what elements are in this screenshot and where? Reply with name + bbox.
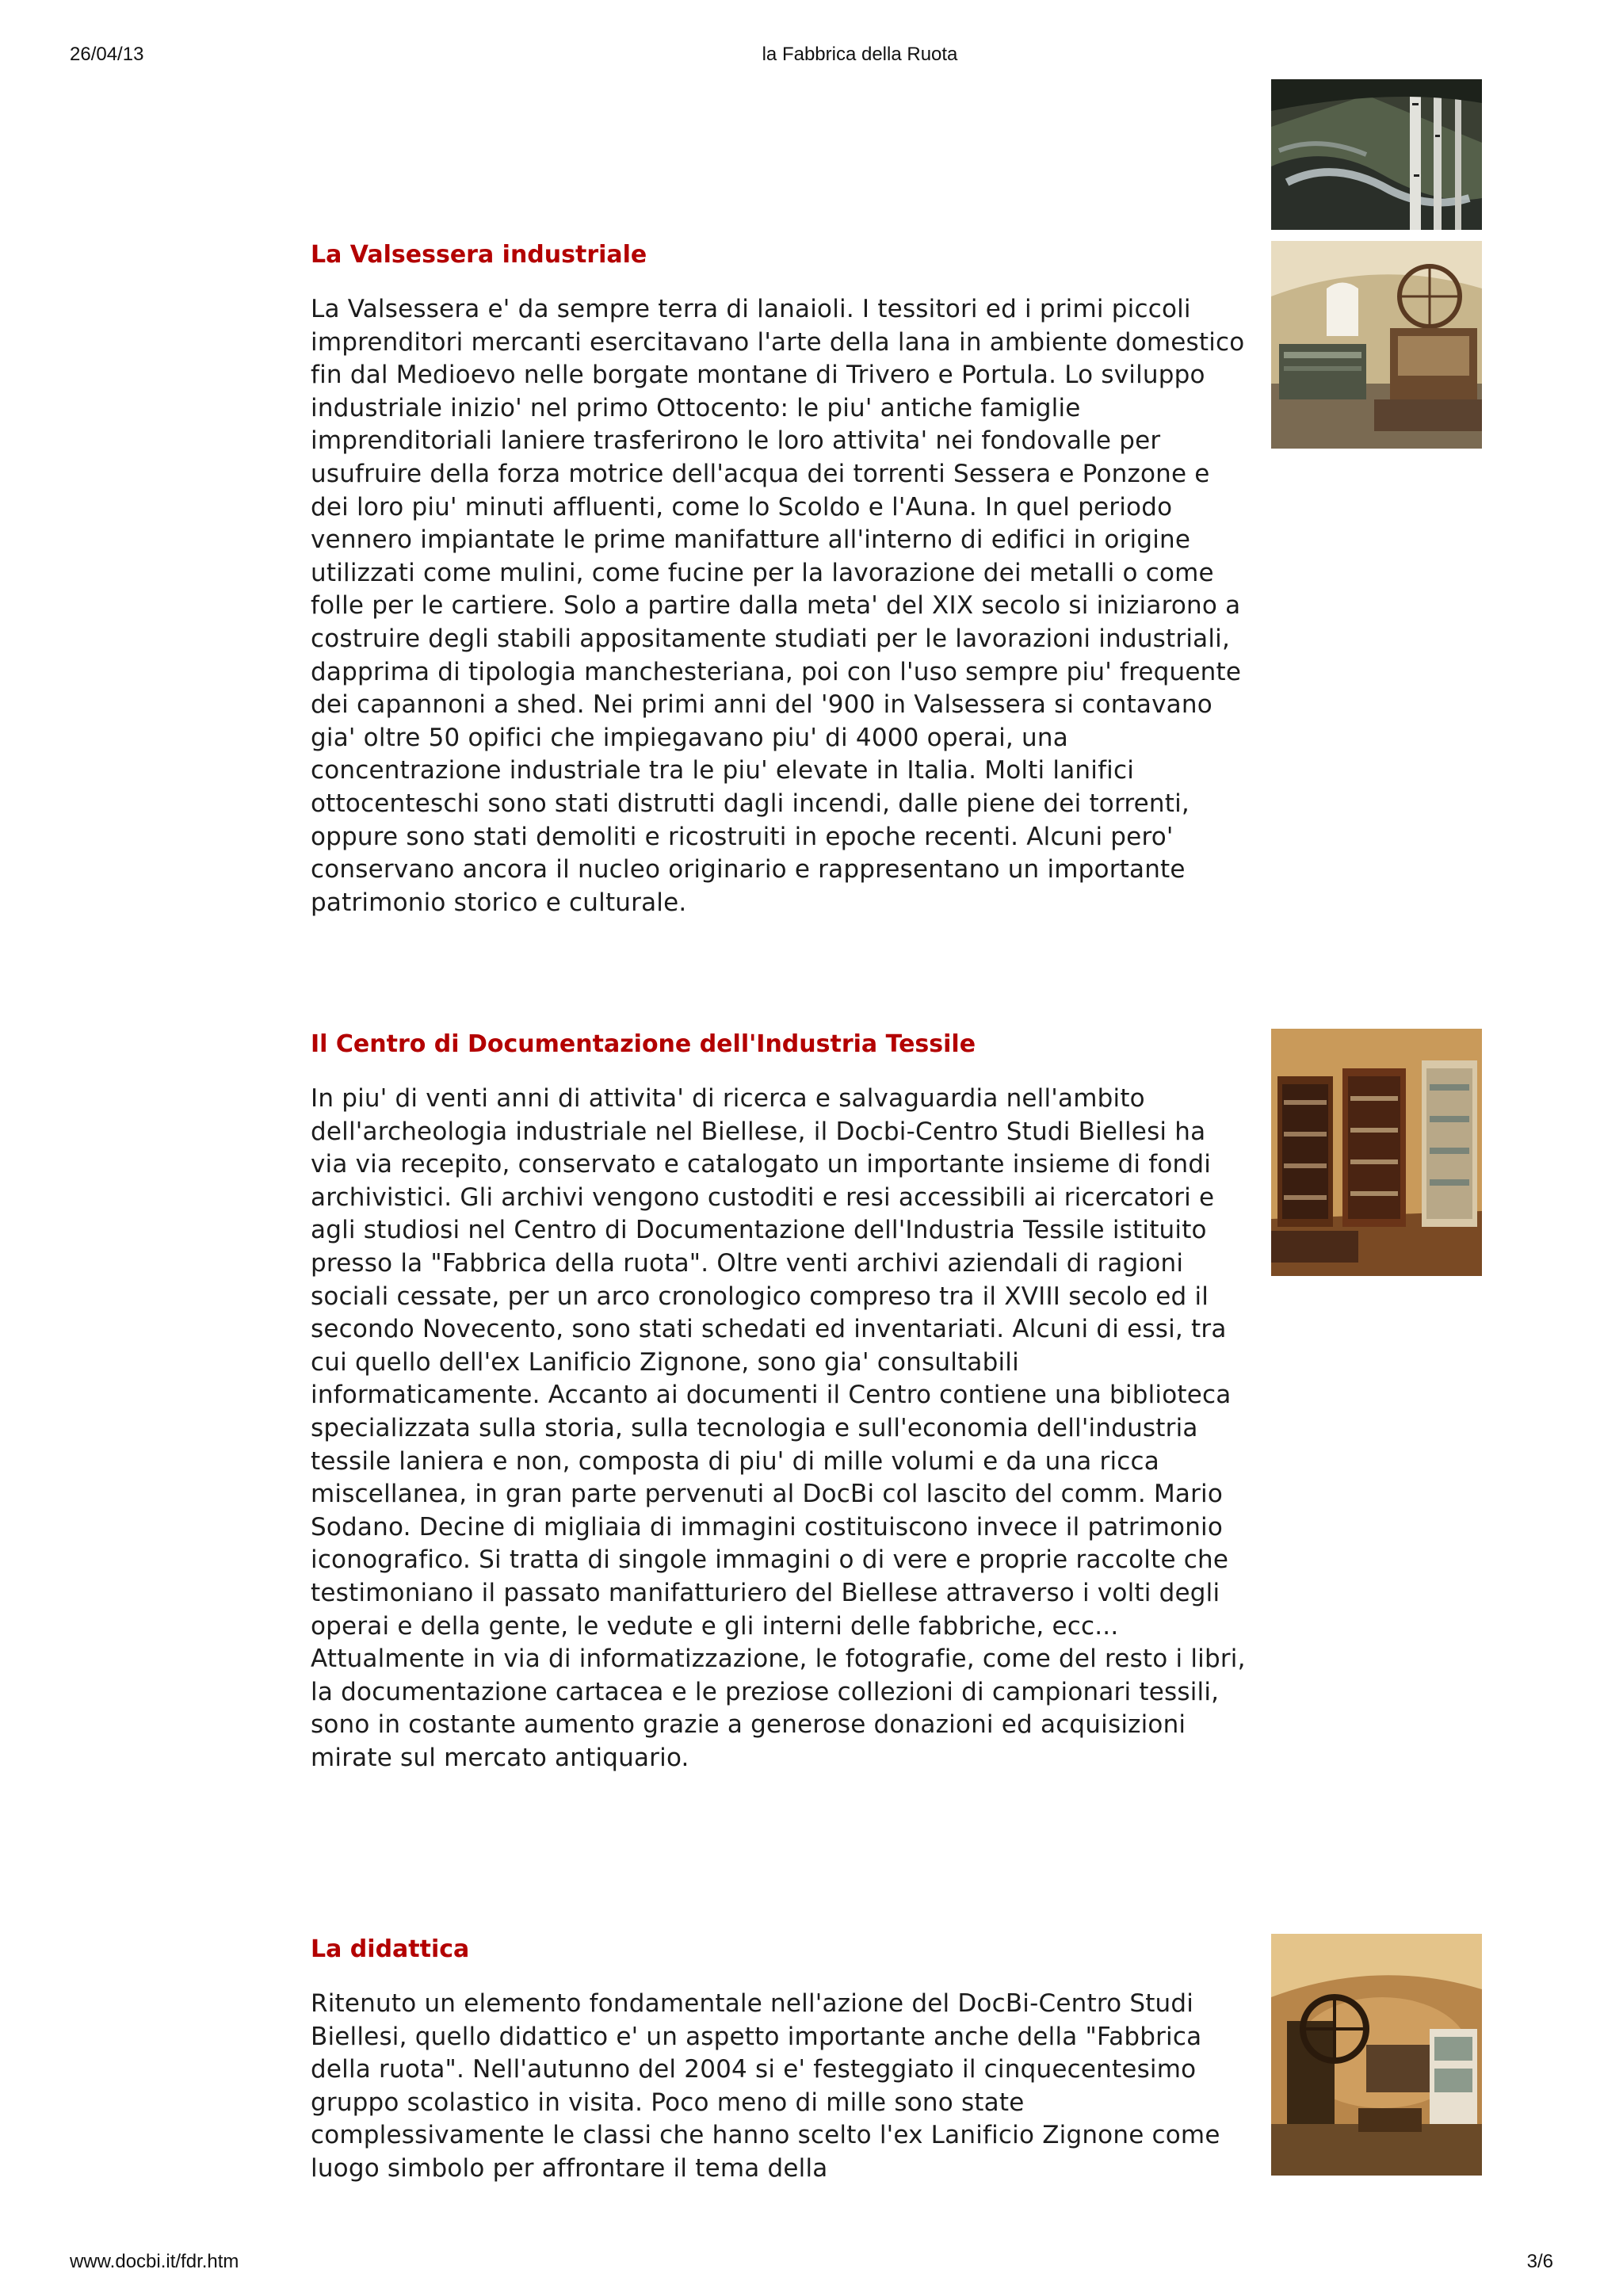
section-title: Il Centro di Documentazione dell'Industria Tessile [311,1030,976,1058]
section-title: La Valsessera industriale [311,241,647,269]
section-body: In piu' di venti anni di attivita' di ricerca e salvaguardia nell'ambito dell'archeologia industriale nel Biellese, il Docbi-Centro Studi Biellesi ha via via recepito, conservato e catalogato un importante insieme di fondi archivistici. Gli archivi vengono custoditi e resi accessibili ai ricercatori e agli studiosi nel Centro di Documentazione dell'Industria Tessile istituito presso la "Fabbrica della ruota". Oltre venti archivi aziendali di ragioni sociali cessate, per un arco cronologico compreso tra il XVIII secolo ed il secondo Novecento, sono stati schedati ed inventariati. Alcuni di essi, tra cui quello dell'ex Lanificio Zignone, sono gia' consultabili informaticamente. Accanto ai documenti il Centro contiene una biblioteca specializzata sulla storia, sulla tecnologia e sull'economia dell'industria tessile laniera e non, composta di piu' di mille volumi e da una ricca miscellanea, in gran parte pervenuti al DocBi col lascito del comm. Mario Sodano. Decine di migliaia di immagini costituiscono invece il patrimonio iconografico. Si tratta di singole immagini o di vere e proprie raccolte che testimoniano il passato manifatturiero del Biellese attraverso i volti degli operai e della gente, le vedute e gli interni delle fabbriche, ecc... Attualmente in via di informatizzazione, le fotografie, come del resto i libri, la documentazione cartacea e le preziose collezioni di campionari tessili, sono in costante aumento grazie a generose donazioni ed acquisizioni mirate sul mercato antiquario. [311,1084,1246,1772]
section-body: Ritenuto un elemento fondamentale nell'azione del DocBi-Centro Studi Biellesi, quello didattico e' un aspetto importante anche della "Fabbrica della ruota". Nell'autunno del 2004 si e' festeggiato il cinquecentesimo gruppo scolastico in visita. Poco meno di mille sono state complessivamente le classi che hanno scelto l'ex Lanificio Zignone come luogo simbolo per affrontare il tema della [311,1989,1220,2183]
river-birches-photo [1271,79,1482,230]
archive-bookcases-photo [1271,1029,1482,1276]
print-footer [0,2251,1623,2275]
print-url: www.docbi.it/fdr.htm [70,2251,239,2272]
section-centro-documentazione [311,1029,1246,1775]
wheel-room-photo [1271,1934,1482,2176]
section-body: La Valsessera e' da sempre terra di lanaioli. I tessitori ed i primi piccoli imprenditori mercanti esercitavano l'arte della lana in ambiente domestico fin dal Medioevo nelle borgate montane di Trivero e Portula. Lo sviluppo industriale inizio' nel primo Ottocento: le piu' antiche famiglie imprenditoriali laniere trasferirono le loro attivita' nei fondovalle per usufruire della forza motrice dell'acqua dei torrenti Sessera e Ponzone e dei loro piu' minuti affluenti, come lo Scoldo e l'Auna. In quel periodo vennero impiantate le prime manifatture all'interno di edifici in origine utilizzati come mulini, come fucine per la lavorazione dei metalli o come folle per le cartiere. Solo a partire dalla meta' del XIX secolo si iniziarono a costruire degli stabili appositamente studiati per le lavorazioni industriali, dapprima di tipologia manchesteriana, poi con l'uso sempre piu' frequente dei capannoni a shed. Nei primi anni del '900 in Valsessera si contavano gia' oltre 50 opifici che impiegavano piu' di 4000 operai, una concentrazione industriale tra le piu' elevate in Italia. Molti lanifici ottocenteschi sono stati distrutti dagli incendi, dalle piene dei torrenti, oppure sono stati demoliti e ricostruiti in epoche recenti. Alcuni pero' conservano ancora il nucleo originario e rappresentano un importante patrimonio storico e culturale. [311,295,1245,917]
wool-machine-hall-photo [1271,241,1482,449]
print-title: la Fabbrica della Ruota [762,44,958,65]
section-title: La didattica [311,1935,470,1963]
print-header [0,44,1623,67]
section-valsessera [311,239,1246,919]
section-didattica [311,1934,1246,2186]
page-number: 3/6 [1526,2251,1553,2272]
print-date: 26/04/13 [70,44,144,65]
